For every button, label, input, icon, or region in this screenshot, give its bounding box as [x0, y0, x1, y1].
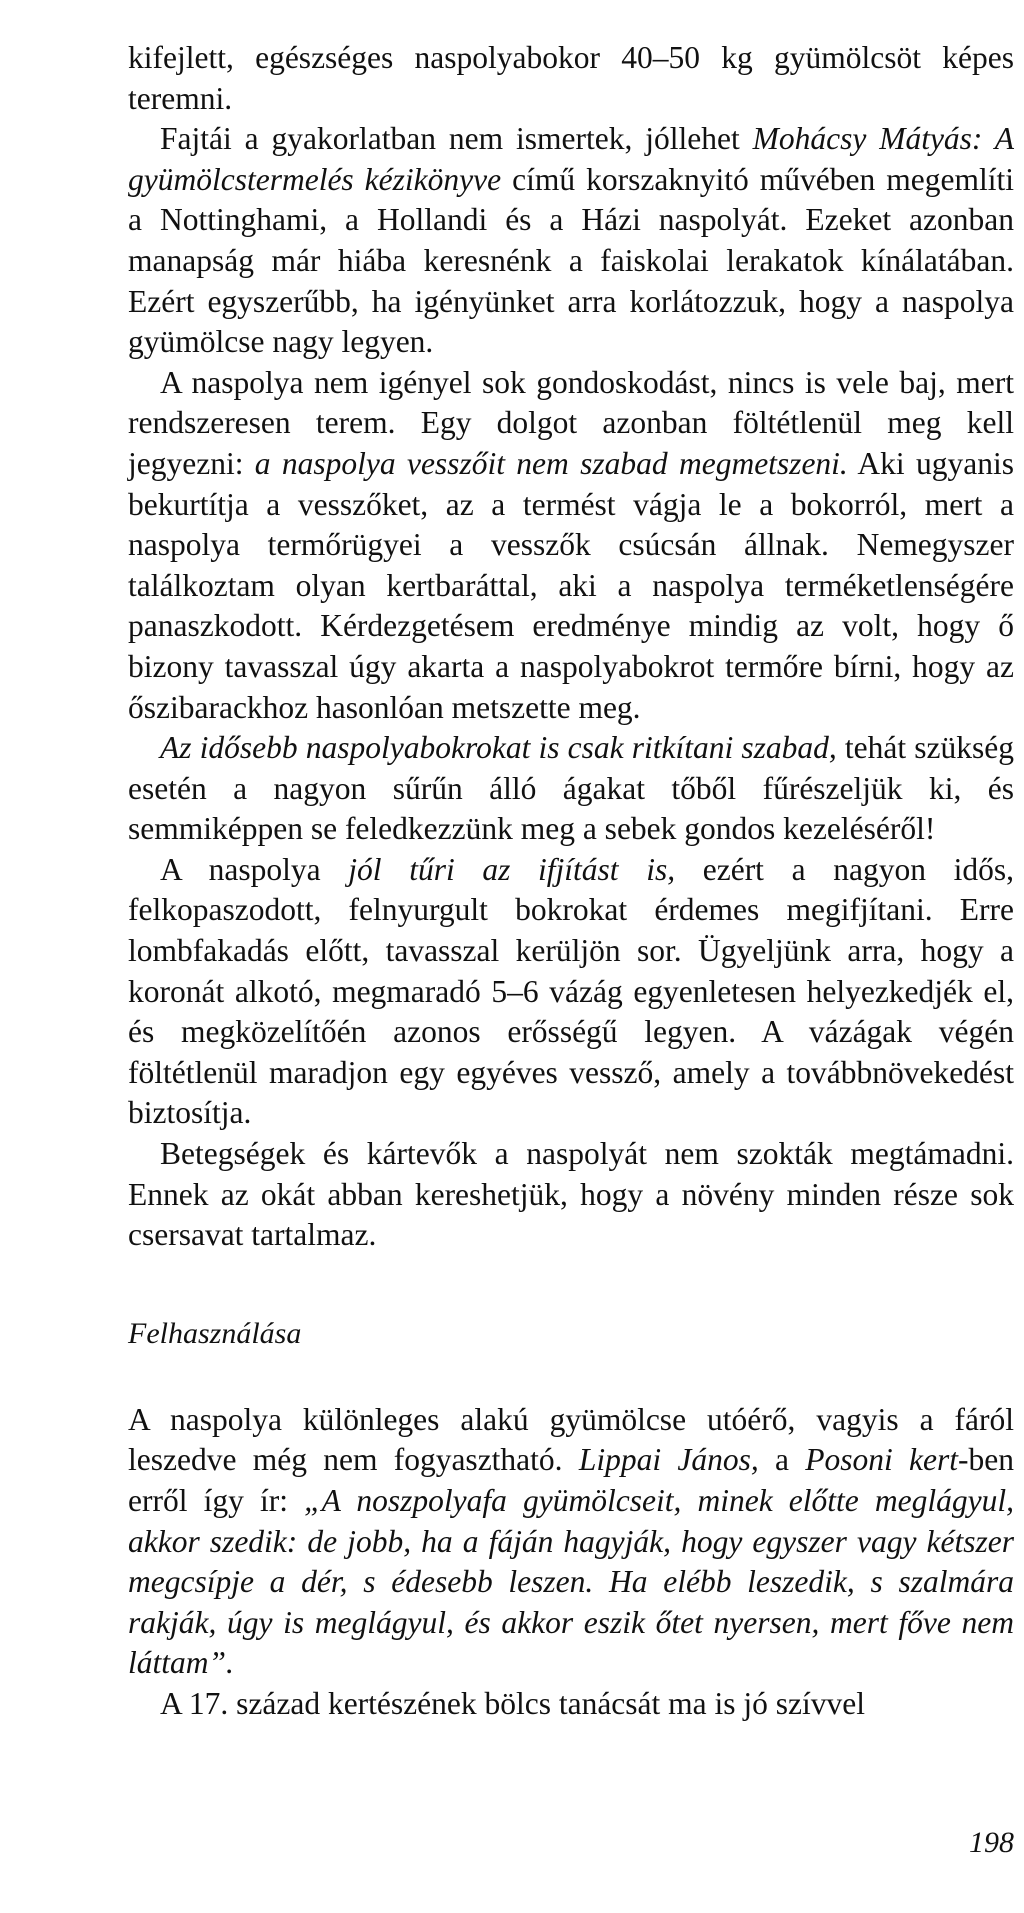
- italic-text-run: „A noszpolyafa gyümölcseit, minek előtte meglágyul, akkor szedik: de jobb, ha a fáján hagyják, hogy egyszer vagy kétszer megcsípje a dér, s édesebb leszen. Ha elébb leszedik, s szalmára rakják, úgy is meglágyul, és akkor eszik őtet nyersen, mert főve nem láttam”.: [128, 1483, 1014, 1681]
- text-run: kifejlett, egészséges naspolyabokor 40–50 kg gyümölcsöt képes teremni.: [128, 40, 1014, 116]
- text-block-cultivation: [128, 38, 1014, 1256]
- paragraph: [128, 850, 1014, 1134]
- italic-text-run: Lippai János,: [578, 1442, 759, 1478]
- text-run: Betegségek és kártevők a naspolyát nem szokták megtámadni. Ennek az okát abban kereshetjük, hogy a növény minden része sok csersavat tartalmaz.: [128, 1136, 1014, 1253]
- paragraph: [128, 1400, 1014, 1684]
- paragraph: [128, 119, 1014, 363]
- paragraph: [128, 1134, 1014, 1256]
- section-heading: Felhasználása: [128, 1316, 302, 1350]
- text-run: A 17. század kertészének bölcs tanácsát ma is jó szívvel: [160, 1685, 865, 1721]
- text-run: ezért a nagyon idős, felkopaszodott, felnyurgult bokrokat érdemes megifjítani. Erre lombfakadás előtt, tavasszal kerüljön sor. Ügyeljünk arra, hogy a koronát alkotó, megmaradó 5–6 vázág egyenletesen helyezkedjék el, és megközelítőén azonos erősségű legyen. A vázágak végén föltétlenül maradjon egy egyéves vessző, amely a továbbnövekedést biztosítja.: [128, 851, 1014, 1131]
- page-body: [128, 38, 1014, 1725]
- text-run: című korszaknyitó művében megemlíti a Nottinghami, a Hollandi és a Házi naspolyát. Ezeket azonban manapság már hiába keresnénk a faiskolai lerakatok kínálatában. Ezért egyszerűbb, ha igényünket arra korlátozzuk, hogy a naspolya gyümölcse nagy legyen.: [128, 161, 1014, 360]
- text-block-usage: [128, 1400, 1014, 1725]
- text-run: Aki ugyanis bekurtítja a vesszőket, az a termést vágja le a bokorról, mert a naspolya termőrügyei a vesszők csúcsán állnak. Nemegyszer találkoztam olyan kertbaráttal, aki a naspolya terméketlenségére panaszkodott. Kérdezgetésem eredménye mindig az volt, hogy ő bizony tavasszal úgy akarta a naspolyabokrot termőre bírni, hogy az őszibarackhoz hasonlóan metszette meg.: [128, 445, 1014, 725]
- paragraph: [128, 38, 1014, 119]
- paragraph: [128, 363, 1014, 728]
- text-run: A naspolya nem igényel sok gondoskodást, nincs is vele baj, mert rendszeresen terem. Egy dolgot azonban föltétlenül meg kell jegyezni:: [128, 364, 1014, 481]
- paragraph: [128, 1684, 1014, 1725]
- text-run: Fajtái a gyakorlatban nem ismertek, jóllehet: [160, 121, 753, 157]
- text-run: -ben erről így ír:: [128, 1442, 1014, 1518]
- page-number: 198: [969, 1826, 1014, 1859]
- italic-text-run: jól tűri az ifjítást is,: [348, 851, 676, 887]
- paragraph: [128, 728, 1014, 850]
- italic-text-run: Az idősebb naspolyabokrokat is csak ritkítani szabad,: [160, 730, 837, 766]
- italic-text-run: a naspolya vesszőit nem szabad megmetszeni.: [254, 445, 848, 481]
- italic-text-run: Posoni kert: [805, 1442, 959, 1478]
- text-run: A naspolya: [160, 851, 349, 887]
- italic-text-run: Mohácsy Mátyás: A gyümölcstermelés kézikönyve: [128, 121, 1014, 197]
- text-run: tehát szükség esetén a nagyon sűrűn álló ágakat tőből fűrészeljük ki, és semmiképpen se feledkezzünk meg a sebek gondos kezeléséről!: [128, 730, 1014, 847]
- text-run: A naspolya különleges alakú gyümölcse utóérő, vagyis a fáról leszedve még nem fogyasztható.: [128, 1401, 1014, 1478]
- text-run: a: [758, 1442, 806, 1478]
